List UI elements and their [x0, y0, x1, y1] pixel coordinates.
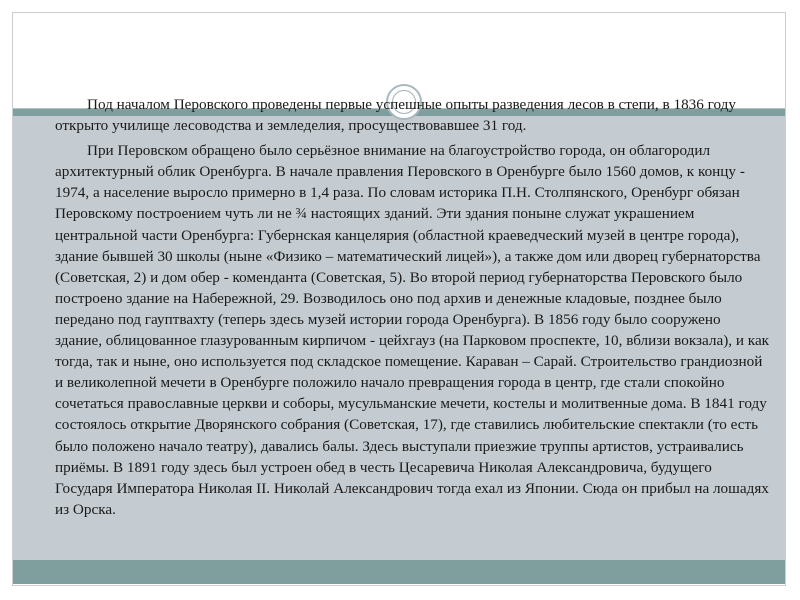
paragraph-forestry: Под началом Перовского проведены первые успешные опыты разведения лесов в степи, в 1836 году открыто училище лесоводства и земледелия, просуществовавшее 31 год. — [55, 96, 736, 135]
paragraph-architecture: При Перовском обращено было серьёзное внимание на благоустройство города, он облагородил архитектурный облик Оренбурга. В начале правления Перовского в Оренбурге было 1560 домов, к концу - 1974, а население выросло примерно в 1,4 раза. По словам историка П.Н. Столпянского, Оренбург обязан Перовскому построением чуть ли не ¾ настоящих зданий. Эти здания поныне служат украшением центральной части Оренбурга: Губернская канцелярия (областной краеведческий музей в центре города), здание бывшей 30 школы (ныне «Физико – математический лицей»), а также дом или дворец губернаторства (Советская, 2) и дом обер - коменданта (Советская, 5). Во второй период губернаторства Перовского было построено здание на Набережной, 29. Возводилось оно под архив и денежные кладовые, позднее было передано под гауптвахту (теперь здесь музей истории города Оренбурга). В 1856 году было сооружено здание, облицованное глазурованным кирпичом - цейхгауз (на Парковом проспекте, 10, вблизи вокзала), и как тогда, так и ныне, оно используется под складское помещение. Караван – Сарай. Строительство грандиозной и великолепной мечети в Оренбурге положило начало превращения города в центр, где стали спокойно сочетаться православные церкви и соборы, мусульманские мечети, костелы и молитвенные дома. В 1841 году состоялось открытие Дворянского собрания (Советская, 17), где ставились любительские спектакли (то есть было положено начало театру), давались балы. Здесь выступали приезжие труппы артистов, устраивались приёмы. В 1891 году здесь был устроен обед в честь Цесаревича Николая Александровича, будущего Государя Императора Николая II. Николай Александрович тогда ехал из Японии. Сюда он прибыл на лошадях из Орска. — [55, 142, 770, 518]
body-text — [55, 94, 771, 524]
